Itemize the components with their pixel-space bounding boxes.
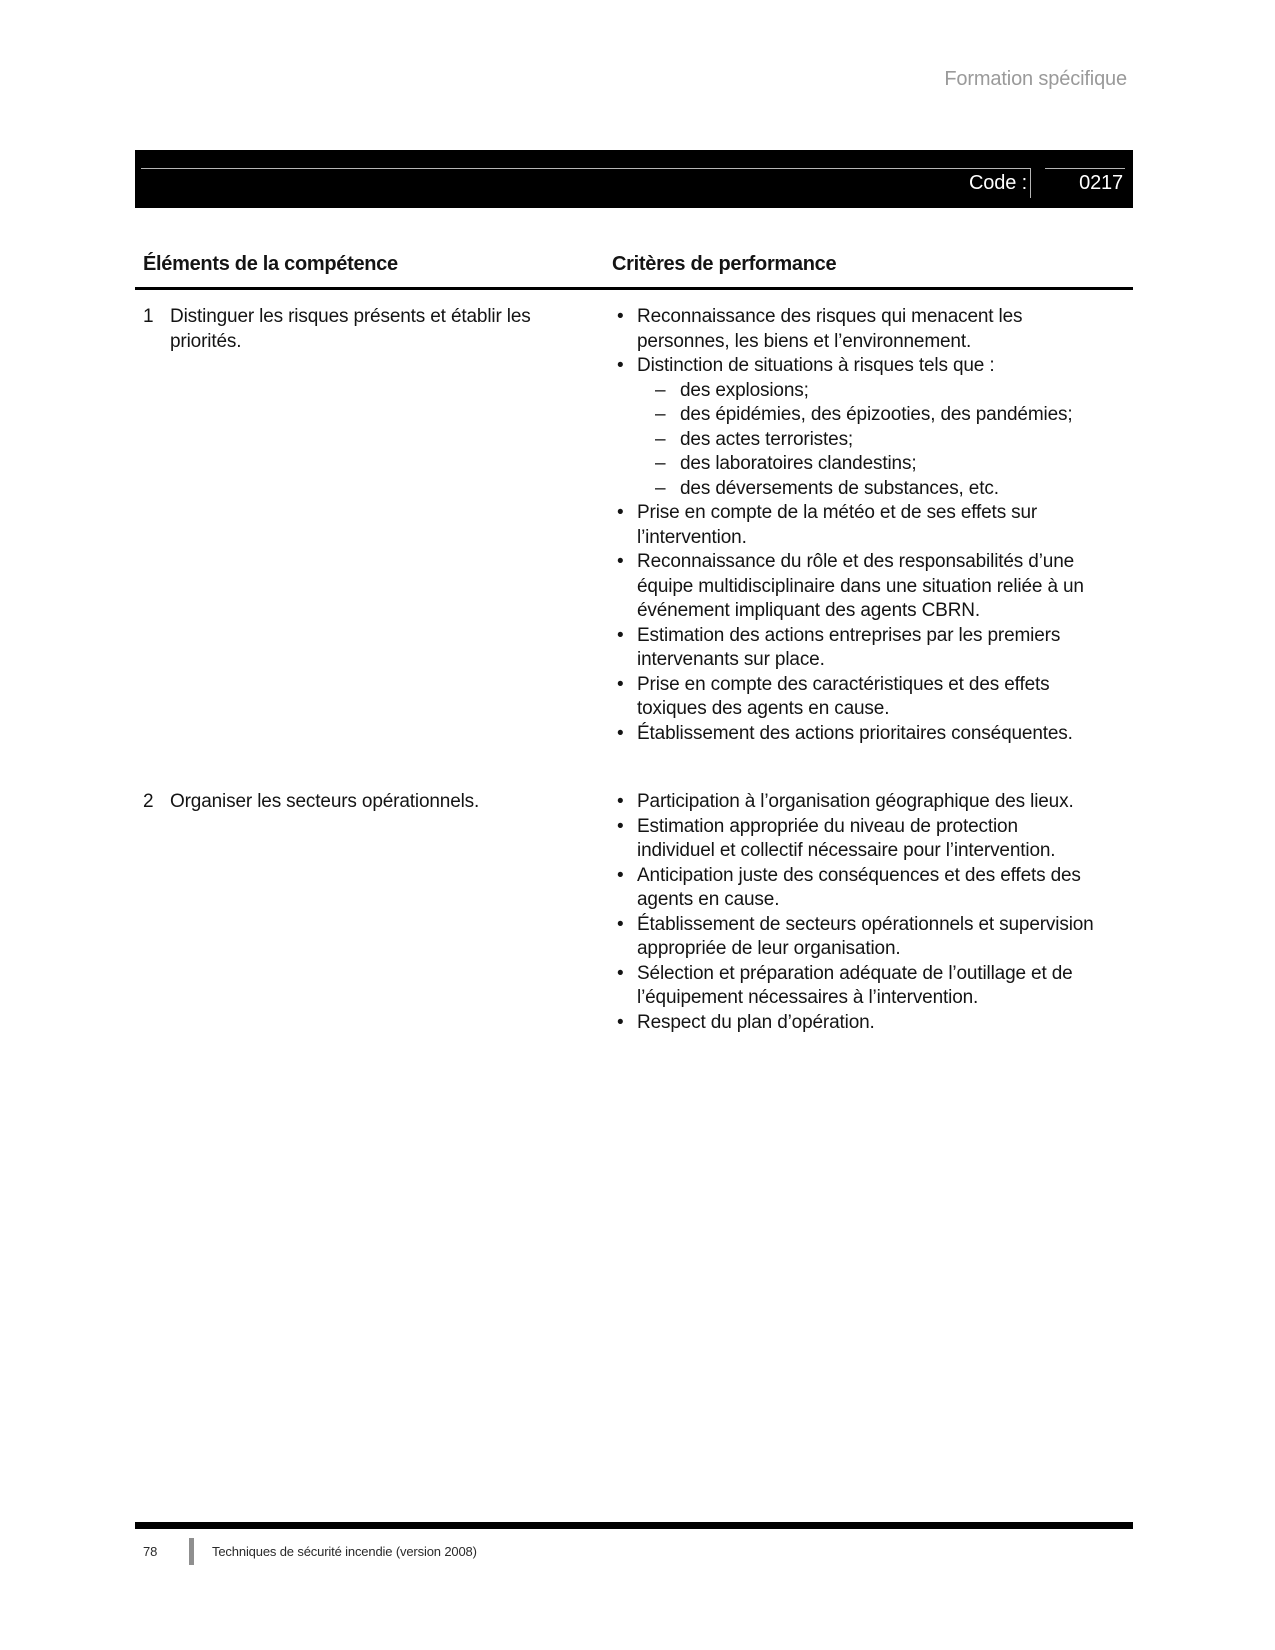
criteria-item	[612, 624, 1133, 673]
bullet-marker: •	[617, 815, 624, 837]
criteria-item	[612, 305, 1133, 354]
table-header-row	[135, 252, 1133, 277]
bullet-marker: •	[617, 502, 624, 523]
criteria-text: Respect du plan d’opération.	[637, 1011, 875, 1033]
dash-marker: –	[655, 453, 666, 474]
criteria-sublist	[637, 379, 1097, 502]
criteria-item	[612, 673, 1133, 722]
criteria-item	[612, 864, 1133, 913]
criteria-text: Estimation des actions entreprises par les premiers intervenants sur place.	[637, 624, 1061, 670]
bullet-marker: •	[617, 722, 624, 744]
element-number: 1	[143, 306, 154, 327]
criteria-text: Anticipation juste des conséquences et des effets des agents en cause.	[637, 864, 1081, 910]
footer	[135, 1537, 1133, 1565]
criteria-text: Distinction de situations à risques tels que :	[637, 355, 995, 376]
criteria-list	[612, 790, 1133, 1035]
criteria-text: Estimation appropriée du niveau de protection individuel et collectif nécessaire pour l’intervention.	[637, 815, 1056, 861]
bullet-marker: •	[617, 306, 624, 327]
element-text: Distinguer les risques présents et établir les priorités.	[170, 306, 531, 352]
bullet-marker: •	[617, 624, 624, 646]
criteria-subtext: des explosions;	[680, 379, 809, 401]
criteria-subtext: des épidémies, des épizooties, des pandémies;	[680, 404, 1073, 425]
criteria-subitem	[637, 428, 1097, 453]
element-cell	[135, 790, 612, 1035]
code-value: 0217	[1079, 172, 1123, 194]
criteria-subitem	[637, 477, 1097, 502]
criteria-text: Reconnaissance du rôle et des responsabilités d’une équipe multidisciplinaire dans une situation reliée à un événement impliquant des agents CBRN.	[637, 551, 1084, 621]
criteria-item	[612, 1011, 1133, 1036]
bar-vertical-separator	[1030, 168, 1031, 198]
bullet-marker: •	[617, 864, 624, 886]
element-text: Organiser les secteurs opérationnels.	[170, 791, 480, 812]
criteria-item	[612, 913, 1133, 962]
competency-table	[135, 252, 1133, 1035]
bullet-marker: •	[617, 1011, 624, 1033]
criteria-item	[612, 790, 1133, 815]
criteria-item	[612, 962, 1133, 1011]
criteria-subtext: des déversements de substances, etc.	[680, 477, 999, 499]
criteria-item	[612, 501, 1133, 550]
criteria-text: Établissement de secteurs opérationnels et supervision appropriée de leur organisation.	[637, 913, 1094, 959]
header-rule	[135, 287, 1133, 290]
bar-code-cell-line	[1045, 168, 1125, 169]
dash-marker: –	[655, 404, 666, 425]
competency-code-bar	[135, 150, 1133, 208]
table-row	[135, 790, 1133, 1035]
running-header: Formation spécifique	[944, 68, 1127, 90]
dash-marker: –	[655, 428, 666, 450]
code-label: Code :	[968, 172, 1027, 194]
criteria-list	[612, 305, 1133, 746]
criteria-subitem	[637, 379, 1097, 404]
criteria-text: Prise en compte des caractéristiques et des effets toxiques des agents en cause.	[637, 673, 1050, 719]
dash-marker: –	[655, 477, 666, 499]
element-cell	[135, 305, 612, 746]
criteria-text: Participation à l’organisation géographique des lieux.	[637, 791, 1074, 812]
bullet-marker: •	[617, 913, 624, 935]
criteria-item	[612, 722, 1133, 747]
criteria-subtext: des actes terroristes;	[680, 428, 854, 450]
bullet-marker: •	[617, 673, 624, 695]
criteria-item	[612, 550, 1133, 624]
bullet-marker: •	[617, 791, 624, 812]
column-header-criteria: Critères de performance	[612, 253, 837, 275]
footer-divider-bar	[189, 1538, 194, 1565]
table-row	[135, 305, 1133, 746]
bullet-marker: •	[617, 551, 624, 572]
bullet-marker: •	[617, 962, 624, 984]
criteria-text: Prise en compte de la météo et de ses effets sur l’intervention.	[637, 502, 1038, 548]
criteria-subitem	[637, 452, 1097, 477]
criteria-subitem	[637, 403, 1097, 428]
page-number: 78	[143, 1543, 158, 1559]
criteria-item	[612, 815, 1133, 864]
bar-divider-line	[141, 168, 1030, 169]
criteria-item	[612, 354, 1133, 501]
column-header-elements: Éléments de la compétence	[143, 253, 398, 275]
bullet-marker: •	[617, 355, 624, 376]
footer-rule	[135, 1522, 1133, 1529]
criteria-text: Sélection et préparation adéquate de l’outillage et de l’équipement nécessaires à l’intervention.	[637, 962, 1073, 1008]
footer-caption: Techniques de sécurité incendie (version 2008)	[212, 1543, 477, 1559]
criteria-subtext: des laboratoires clandestins;	[680, 453, 917, 474]
element-number: 2	[143, 791, 154, 812]
criteria-text: Établissement des actions prioritaires conséquentes.	[637, 722, 1073, 744]
dash-marker: –	[655, 379, 666, 401]
criteria-text: Reconnaissance des risques qui menacent les personnes, les biens et l’environnement.	[637, 306, 1023, 352]
